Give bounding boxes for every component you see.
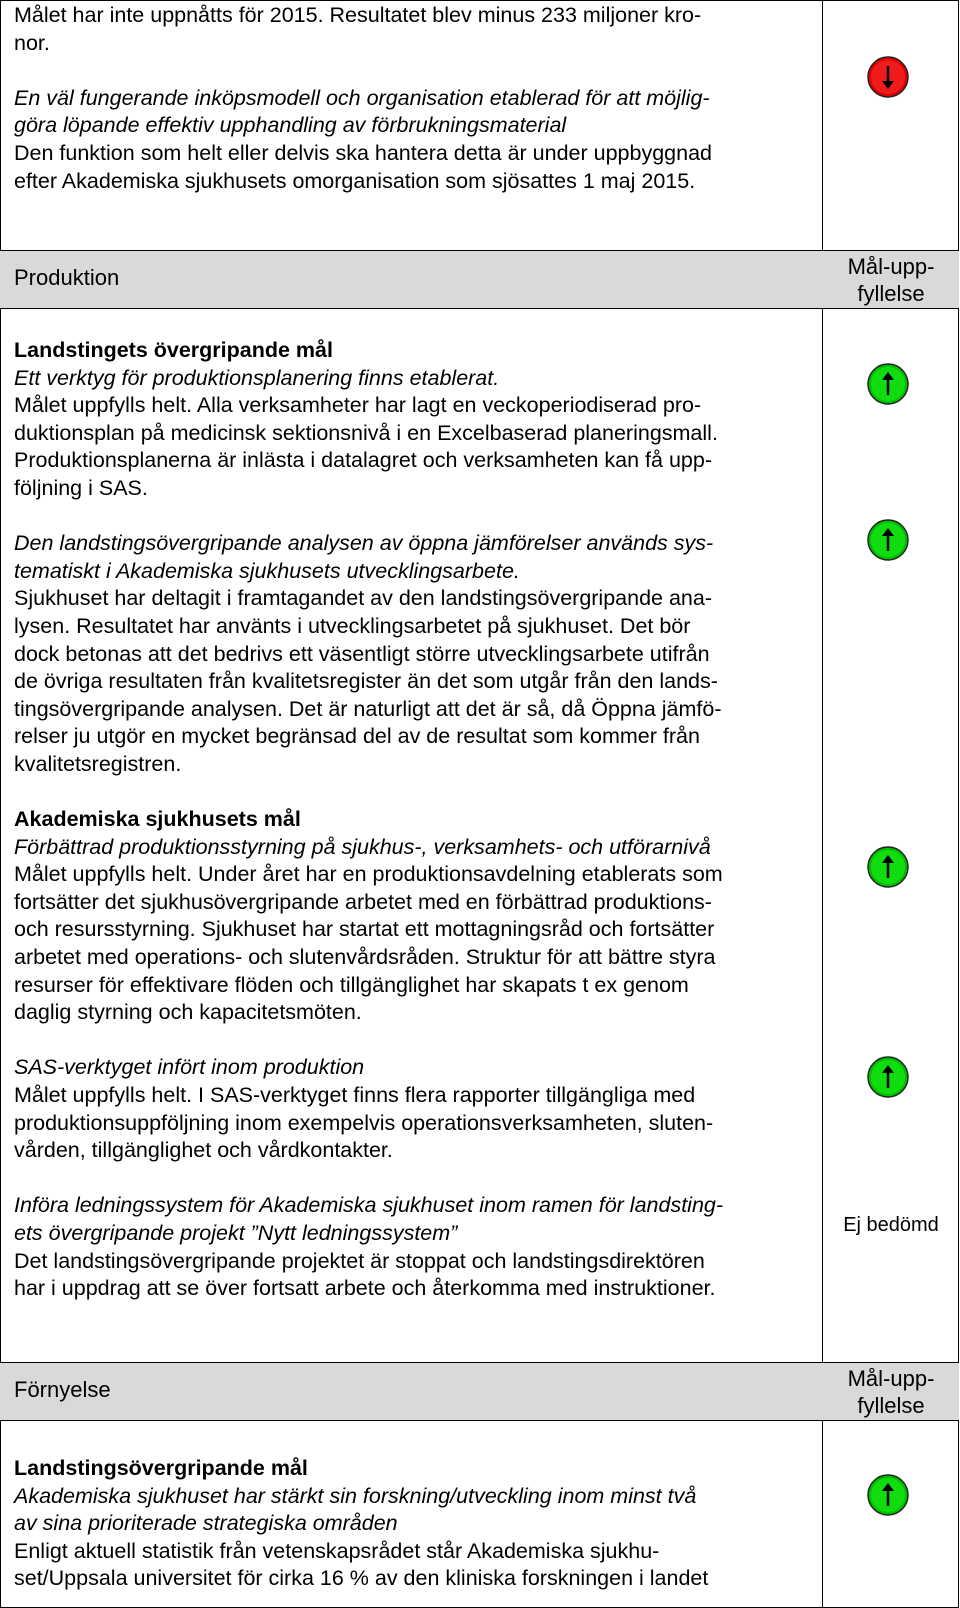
text-line: Målet uppfylls helt. Alla verksamheter har lagt en veckoperiodiserad pro- bbox=[14, 393, 702, 418]
text-line: resurser för effektivare flöden och tillgänglighet har skapats t ex genom bbox=[14, 972, 689, 997]
text-line: Målet uppfylls helt. Under året har en produktionsavdelning etablerats som bbox=[14, 862, 723, 887]
column-header-malupfyllelse bbox=[823, 253, 959, 307]
text-line: Produktionsplanerna är inlästa i datalagret och verksamheten kan få upp- bbox=[14, 448, 712, 473]
column-header-malupfyllelse bbox=[823, 1365, 959, 1419]
goal-text: En väl fungerande inköpsmodell och organisation etablerad för att möjlig- bbox=[14, 85, 710, 110]
column-header-line: fyllelse bbox=[857, 281, 925, 306]
goal-text: Akademiska sjukhuset har stärkt sin forskning/utveckling inom minst två bbox=[14, 1483, 697, 1508]
row-divider bbox=[0, 1362, 959, 1363]
goal-heading: Akademiska sjukhusets mål bbox=[14, 807, 301, 832]
goal-text: Ett verktyg för produktionsplanering finns etablerat. bbox=[14, 365, 500, 390]
column-header-line: Mål-upp- bbox=[847, 254, 935, 279]
goal-text: SAS-verktyget infört inom produktion bbox=[14, 1055, 365, 1080]
produktion-content bbox=[14, 337, 814, 1303]
goal-text: göra löpande effektiv upphandling av förbrukningsmaterial bbox=[14, 113, 567, 138]
text-line: relser ju utgör en mycket begränsad del av de resultat som kommer från bbox=[14, 724, 700, 749]
section-title-produktion: Produktion bbox=[14, 265, 120, 290]
goal-text: av sina prioriterade strategiska områden bbox=[14, 1511, 398, 1536]
text-line: dock betonas att det bedrivs ett väsentligt större utvecklingsarbete utifrån bbox=[14, 641, 710, 666]
goal-heading: Landstingsövergripande mål bbox=[14, 1456, 308, 1480]
text-line: och resursstyrning. Sjukhuset har startat ett mottagningsråd och fortsätter bbox=[14, 917, 715, 942]
row-divider bbox=[0, 250, 959, 251]
goal-text: ets övergripande projekt ”Nytt ledningssystem” bbox=[14, 1221, 458, 1245]
text-line: har i uppdrag att se över fortsatt arbete och återkomma med instruktioner. bbox=[14, 1276, 716, 1301]
text-line: vården, tillgänglighet och vårdkontakter. bbox=[14, 1138, 393, 1163]
goal-text: Förbättrad produktionsstyrning på sjukhus-, verksamhets- och utförarnivå bbox=[14, 834, 711, 859]
text-line: duktionsplan på medicinsk sektionsnivå i en Excelbaserad planeringsmall. bbox=[14, 420, 718, 445]
status-not-assessed: Ej bedömd bbox=[843, 1214, 939, 1236]
text-line: Enligt aktuell statistik från vetenskapsrådet står Akademiska sjukhu- bbox=[14, 1538, 660, 1563]
text-line: Målet uppfylls helt. I SAS-verktyget finns flera rapporter tillgängliga med bbox=[14, 1083, 696, 1108]
header-band-produktion bbox=[0, 250, 959, 308]
row-divider bbox=[0, 1420, 959, 1421]
text-line: Sjukhuset har deltagit i framtagandet av den landstingsövergripande ana- bbox=[14, 586, 713, 611]
green-up-arrow-icon bbox=[866, 362, 910, 406]
green-up-arrow-icon bbox=[866, 845, 910, 889]
text-line: arbetet med operations- och slutenvårdsråden. Struktur för att bättre styra bbox=[14, 945, 716, 970]
text-line: Den funktion som helt eller delvis ska hantera detta är under uppbyggnad bbox=[14, 140, 712, 165]
text-line: Målet har inte uppnåtts för 2015. Resultatet blev minus 233 miljoner kro- bbox=[14, 3, 702, 27]
text-line: tingsövergripande analysen. Det är naturligt att det är så, då Öppna jämfö- bbox=[14, 696, 722, 721]
text-line: följning i SAS. bbox=[14, 475, 148, 500]
red-down-arrow-icon bbox=[866, 55, 910, 99]
goal-text: Den landstingsövergripande analysen av öppna jämförelser används sys- bbox=[14, 531, 714, 556]
green-up-arrow-icon bbox=[866, 1055, 910, 1099]
text-line: de övriga resultaten från kvalitetsregister än det som utgår från den lands- bbox=[14, 669, 718, 694]
text-line: kvalitetsregistren. bbox=[14, 751, 182, 776]
header-band-fornyelse bbox=[0, 1362, 959, 1420]
text-line: lysen. Resultatet har använts i utvecklingsarbetet på sjukhuset. Det bör bbox=[14, 613, 691, 638]
column-header-line: Mål-upp- bbox=[847, 1366, 935, 1391]
fornyelse-content bbox=[14, 1455, 814, 1593]
table-border-top bbox=[0, 0, 959, 1]
text-line: fortsätter det sjukhusövergripande arbetet med en förbättrad produktions- bbox=[14, 889, 712, 914]
goal-text: Införa ledningssystem för Akademiska sjukhuset inom ramen för landsting- bbox=[14, 1193, 724, 1218]
goal-text: tematiskt i Akademiska sjukhusets utvecklingsarbete. bbox=[14, 558, 520, 583]
intro-block bbox=[14, 2, 814, 195]
text-line: Det landstingsövergripande projektet är stoppat och landstingsdirektören bbox=[14, 1248, 705, 1273]
text-line: daglig styrning och kapacitetsmöten. bbox=[14, 1000, 362, 1025]
goal-heading: Landstingets övergripande mål bbox=[14, 338, 333, 362]
column-header-line: fyllelse bbox=[857, 1393, 925, 1418]
text-line: efter Akademiska sjukhusets omorganisation som sjösattes 1 maj 2015. bbox=[14, 168, 696, 193]
green-up-arrow-icon bbox=[866, 1473, 910, 1517]
text-line: nor. bbox=[14, 30, 50, 55]
text-line: set/Uppsala universitet för cirka 16 % av den kliniska forskningen i landet bbox=[14, 1566, 709, 1591]
text-line: produktionsuppföljning inom exempelvis operationsverksamheten, sluten- bbox=[14, 1110, 714, 1135]
green-up-arrow-icon bbox=[866, 518, 910, 562]
section-title-fornyelse: Förnyelse bbox=[14, 1377, 111, 1402]
row-divider bbox=[0, 308, 959, 309]
